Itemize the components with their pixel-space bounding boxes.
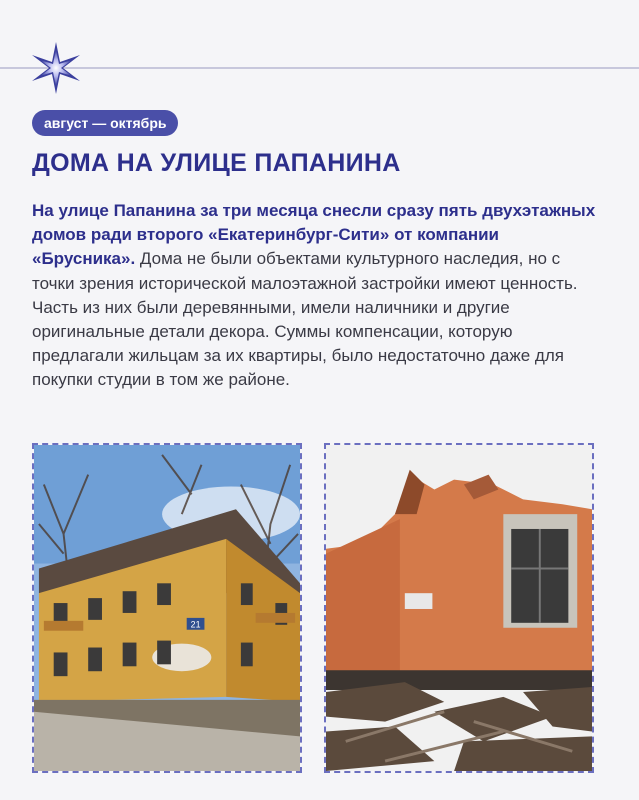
photo-demolished-house <box>324 443 594 773</box>
photo-old-house <box>32 443 302 773</box>
star-icon <box>30 42 82 94</box>
article-lead: На улице Папанина за три месяца снесли сразу пять двухэтажных домов ради второго «Екатеринбург-Сити» от компании «Брусника». <box>32 201 596 269</box>
header-divider <box>0 67 639 69</box>
date-badge: август — октябрь <box>32 110 178 136</box>
article-body: Дома не были объектами культурного наследия, но с точки зрения исторической малоэтажной застройки имеют ценность. Часть из них были деревянными, имели наличники и другие оригинальные детали декора. Суммы компенсации, которую предлагали жильцам за их квартиры, было недостаточно даже для покупки студии в том же районе. <box>32 249 578 390</box>
house-number: 21 <box>190 619 201 630</box>
article-text <box>32 199 602 393</box>
page-title: ДОМА НА УЛИЦЕ ПАПАНИНА <box>32 149 401 177</box>
